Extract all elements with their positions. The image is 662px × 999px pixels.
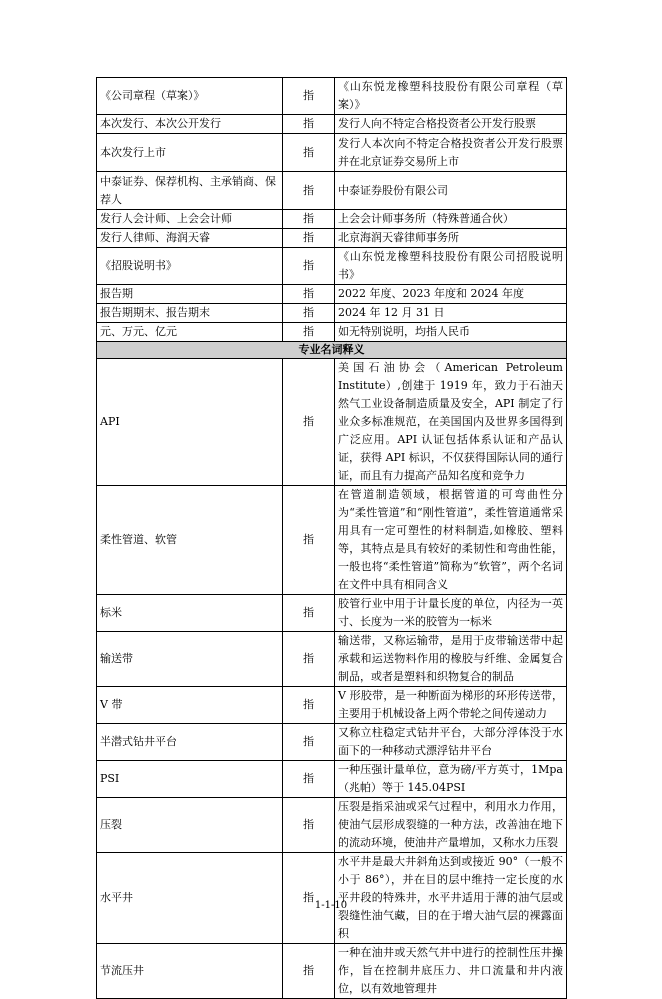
definition-cell: 水平井是最大井斜角达到或接近 90°（一般不小于 86°），并在目的层中维持一定长度的水平井段的特殊井，水平井适用于薄的油气层或裂缝性油气藏，目的在于增大油气层的裸露面积	[335, 853, 567, 944]
table-row	[97, 798, 567, 853]
definition-cell: 输送带，又称运输带，是用于皮带输送带中起承载和运送物料作用的橡胶与纤维、金属复合制品，或者是塑料和织物复合的制品	[335, 632, 567, 687]
definition-cell: 《山东悦龙橡塑科技股份有限公司章程（草案）》	[335, 78, 567, 115]
sep-cell: 指	[283, 172, 335, 210]
sep-cell: 指	[283, 304, 335, 323]
sep-cell: 指	[283, 134, 335, 172]
sep-cell: 指	[283, 323, 335, 342]
table-row	[97, 595, 567, 632]
definition-cell: 《山东悦龙橡塑科技股份有限公司招股说明书》	[335, 248, 567, 285]
term-cell: 输送带	[97, 632, 283, 687]
sep-cell: 指	[283, 248, 335, 285]
sep-cell: 指	[283, 761, 335, 798]
definition-cell: 上会会计师事务所（特殊普通合伙）	[335, 210, 567, 229]
term-cell: 报告期期末、报告期末	[97, 304, 283, 323]
sep-cell: 指	[283, 229, 335, 248]
term-cell: 《招股说明书》	[97, 248, 283, 285]
table-row	[97, 359, 567, 486]
table-row	[97, 134, 567, 172]
table-row	[97, 172, 567, 210]
page-number: 1-1-10	[314, 900, 348, 911]
table-row	[97, 323, 567, 342]
term-cell: 半潜式钻井平台	[97, 724, 283, 761]
term-cell: 标米	[97, 595, 283, 632]
term-cell: 本次发行、本次公开发行	[97, 115, 283, 134]
section-title: 专业名词释义	[97, 342, 567, 359]
definition-cell: 2024 年 12 月 31 日	[335, 304, 567, 323]
term-cell: 柔性管道、软管	[97, 486, 283, 595]
definitions-body	[97, 78, 567, 999]
table-row	[97, 285, 567, 304]
term-cell: 本次发行上市	[97, 134, 283, 172]
sep-cell: 指	[283, 359, 335, 486]
sep-cell: 指	[283, 944, 335, 999]
definition-cell: 2022 年度、2023 年度和 2024 年度	[335, 285, 567, 304]
sep-cell: 指	[283, 486, 335, 595]
table-row	[97, 229, 567, 248]
definition-cell: 在管道制造领域，根据管道的可弯曲性分为“柔性管道”和“刚性管道”，柔性管道通常采用具有一定可塑性的材料制造,如橡胶、塑料等，其特点是具有较好的柔韧性和弯曲性能，一般也将“柔性管道”简称为“软管”，两个名词在文件中具有相同含义	[335, 486, 567, 595]
term-cell: 节流压井	[97, 944, 283, 999]
term-cell: 《公司章程（草案）》	[97, 78, 283, 115]
sep-cell: 指	[283, 285, 335, 304]
definition-cell: 中泰证券股份有限公司	[335, 172, 567, 210]
table-row	[97, 687, 567, 724]
definition-cell: 胶管行业中用于计量长度的单位，内径为一英寸、长度为一米的胶管为一标米	[335, 595, 567, 632]
sep-cell: 指	[283, 853, 335, 944]
sep-cell: 指	[283, 632, 335, 687]
table-row	[97, 486, 567, 595]
definition-cell: 一种压强计量单位，意为磅/平方英寸，1Mpa（兆帕）等于 145.04PSI	[335, 761, 567, 798]
table-row	[97, 944, 567, 999]
definition-cell: 发行人本次向不特定合格投资者公开发行股票并在北京证券交易所上市	[335, 134, 567, 172]
definition-cell: 又称立柱稳定式钻井平台，大部分浮体没于水面下的一种移动式漂浮钻井平台	[335, 724, 567, 761]
term-cell: PSI	[97, 761, 283, 798]
term-cell: V 带	[97, 687, 283, 724]
table-row	[97, 853, 567, 944]
term-cell: 发行人律师、海润天睿	[97, 229, 283, 248]
sep-cell: 指	[283, 687, 335, 724]
sep-cell: 指	[283, 724, 335, 761]
definitions-sheet	[96, 77, 566, 999]
sep-cell: 指	[283, 78, 335, 115]
definitions-table	[96, 77, 567, 999]
term-cell: 报告期	[97, 285, 283, 304]
sep-cell: 指	[283, 798, 335, 853]
table-row	[97, 78, 567, 115]
definition-cell: 美国石油协会（American Petroleum Institute）,创建于 1919 年，致力于石油天然气工业设备制造质量及安全，API 制定了行业众多标准规范，在美国国内及世界多国得到广泛应用。API 认证包括体系认证和产品认证，获得 API 标识，不仅获得国际认同的通行证，而且有力提高产品知名度和竞争力	[335, 359, 567, 486]
table-row	[97, 115, 567, 134]
sep-cell: 指	[283, 595, 335, 632]
sep-cell: 指	[283, 210, 335, 229]
term-cell: 元、万元、亿元	[97, 323, 283, 342]
definition-cell: 压裂是指采油或采气过程中，利用水力作用，使油气层形成裂缝的一种方法，改善油在地下的流动环境，使油井产量增加，又称水力压裂	[335, 798, 567, 853]
term-cell: API	[97, 359, 283, 486]
definition-cell: 发行人向不特定合格投资者公开发行股票	[335, 115, 567, 134]
table-row	[97, 248, 567, 285]
table-row	[97, 632, 567, 687]
table-row	[97, 724, 567, 761]
sep-cell: 指	[283, 115, 335, 134]
term-cell: 发行人会计师、上会会计师	[97, 210, 283, 229]
definition-cell: 北京海润天睿律师事务所	[335, 229, 567, 248]
term-cell: 水平井	[97, 853, 283, 944]
term-cell: 压裂	[97, 798, 283, 853]
table-row	[97, 761, 567, 798]
definition-cell: 如无特别说明，均指人民币	[335, 323, 567, 342]
definition-cell: 一种在油井或天然气井中进行的控制性压井操作，旨在控制井底压力、井口流量和井内液位，以有效地管理井	[335, 944, 567, 999]
table-row	[97, 210, 567, 229]
definition-cell: V 形胶带，是一种断面为梯形的环形传送带，主要用于机械设备上两个带轮之间传递动力	[335, 687, 567, 724]
table-row	[97, 304, 567, 323]
section-header-row	[97, 342, 567, 359]
term-cell: 中泰证券、保荐机构、主承销商、保荐人	[97, 172, 283, 210]
